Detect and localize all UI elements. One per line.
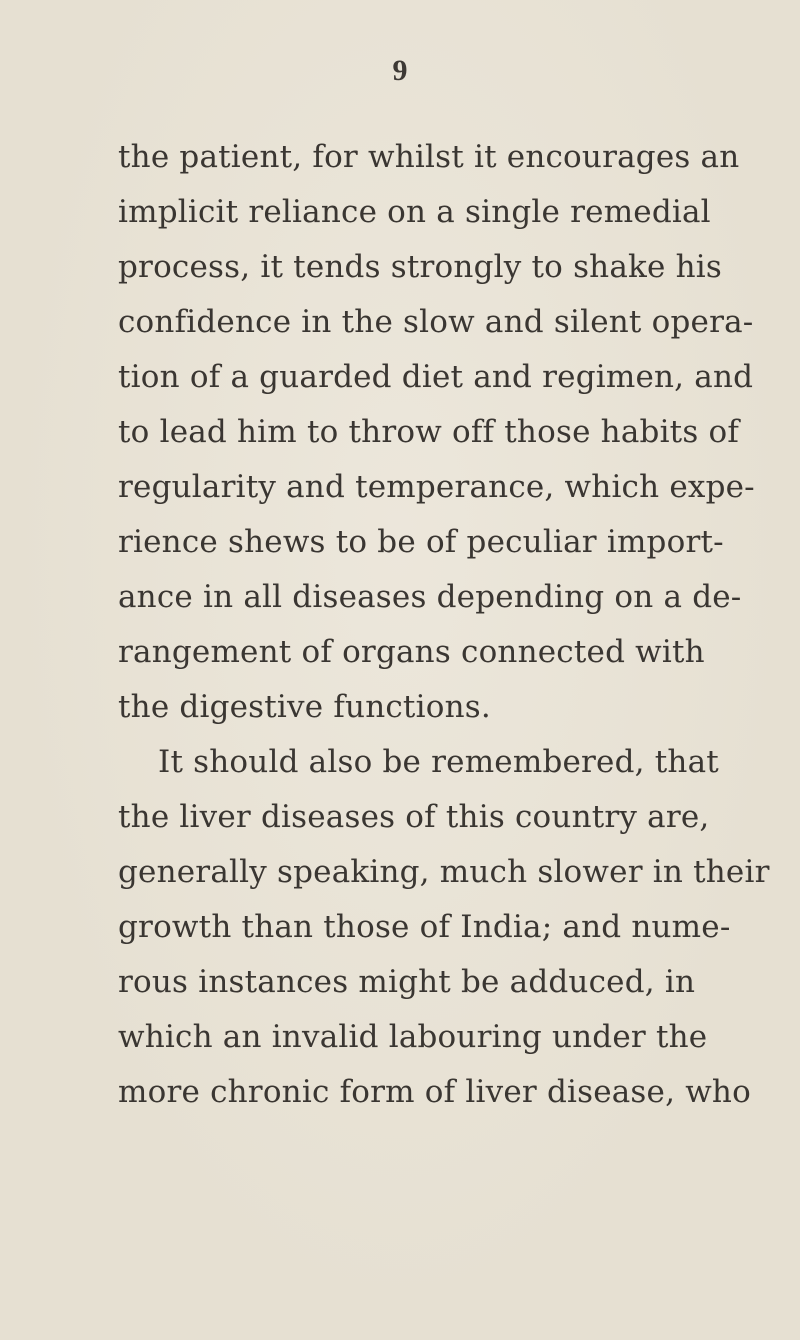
page-number: 9 bbox=[392, 54, 408, 87]
text-line: the liver diseases of this country are, bbox=[118, 799, 710, 835]
text-line: process, it tends strongly to shake his bbox=[118, 249, 723, 285]
text-line: rous instances might be adduced, in bbox=[118, 964, 696, 1000]
text-line: ance in all diseases depending on a de- bbox=[118, 579, 742, 615]
body-text bbox=[118, 130, 770, 1120]
text-line: growth than those of India; and nume- bbox=[118, 909, 731, 945]
text-line: generally speaking, much slower in their bbox=[118, 854, 770, 890]
text-line: to lead him to throw off those habits of bbox=[118, 414, 740, 450]
text-line: rience shews to be of peculiar import- bbox=[118, 524, 724, 560]
text-line: more chronic form of liver disease, who bbox=[118, 1074, 751, 1110]
text-line: rangement of organs connected with bbox=[118, 634, 705, 670]
text-line: regularity and temperance, which expe- bbox=[118, 469, 755, 505]
text-line: the patient, for whilst it encourages an bbox=[118, 139, 740, 175]
text-line: tion of a guarded diet and regimen, and bbox=[118, 359, 754, 395]
paragraph-end-line: the digestive functions. bbox=[118, 689, 491, 725]
paragraph-start-line: It should also be remembered, that bbox=[158, 744, 719, 780]
text-line: implicit reliance on a single remedial bbox=[118, 194, 711, 230]
text-line: which an invalid labouring under the bbox=[118, 1019, 708, 1055]
text-line: confidence in the slow and silent opera- bbox=[118, 304, 754, 340]
